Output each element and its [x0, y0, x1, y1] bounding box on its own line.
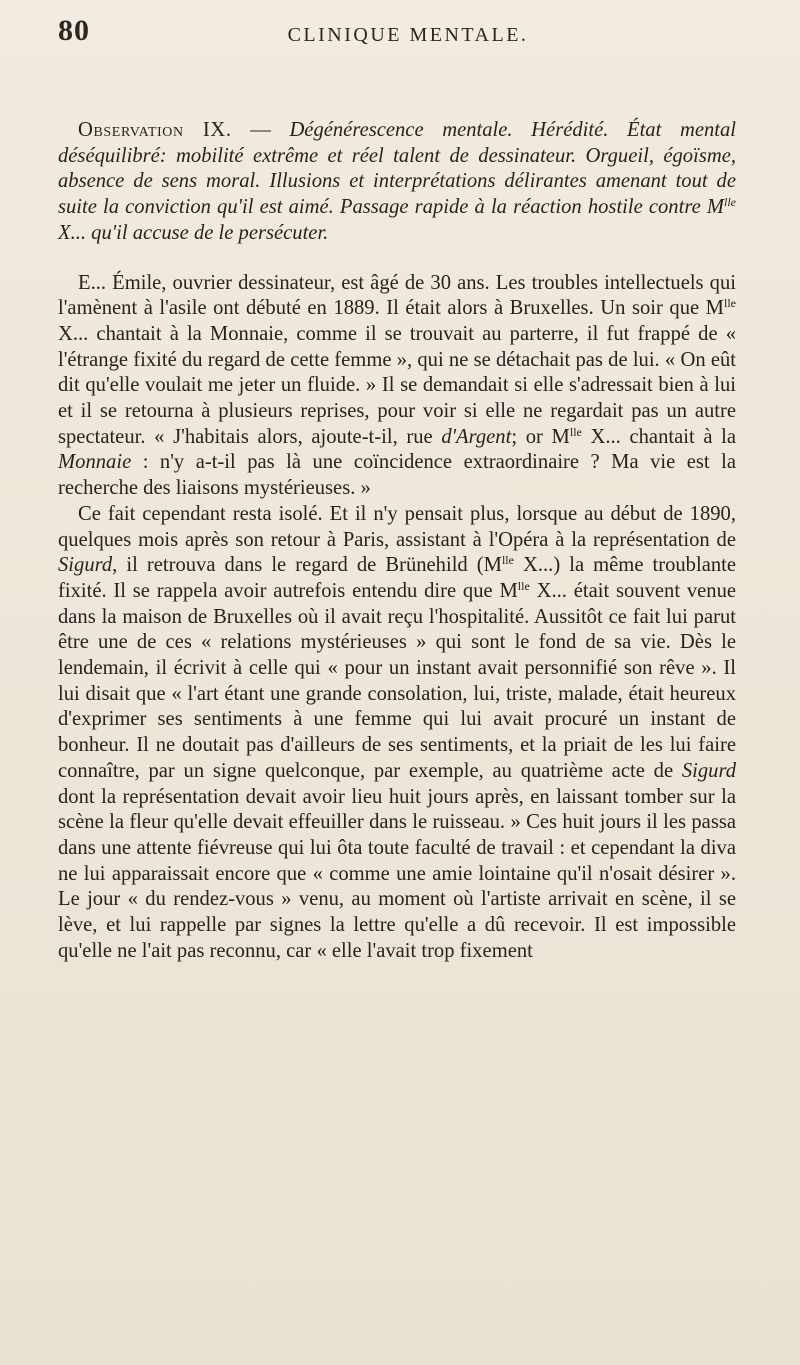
p1-text-4: X... chantait à la — [581, 425, 736, 448]
p2-text-2: , il retrouva dans le regard de Brünehild (M — [112, 554, 502, 577]
p2-italic-1: Sigurd — [58, 554, 113, 577]
p1-text-1: E... Émile, ouvrier dessinateur, est âgé de 30 ans. Les troubles intellectuels qui l'amènent à l'asile ont débuté en 1889. Il était alors à Bruxelles. Un soir que M — [58, 271, 736, 320]
p2-sup-1: lle — [501, 553, 514, 568]
page-header — [58, 14, 738, 54]
p1-text-3: ; or M — [511, 425, 570, 448]
p1-text-2: X... chantait à la Monnaie, comme il se trouvait au parterre, il fut frappé de « l'étrange fixité du regard de cette femme », qui ne se détachait pas de lui. « On eût dit qu'elle voulait me jeter un fluide. » Il se demandait si elle s'adressait bien à lui et il se retourna à plusieurs reprises, pour voir si elle ne regardait pas un autre spectateur. « J'habitais alors, ajoute-t-il, rue — [58, 322, 736, 448]
p1-sup-2: lle — [569, 424, 582, 439]
p2-sup-2: lle — [517, 578, 530, 593]
p1-text-5: : n'y a-t-il pas là une coïncidence extraordinaire ? Ma vie est la recherche des liaisons mystérieuses. » — [58, 451, 736, 500]
observation-title-text: Dégénérescence mentale. Hérédité. État mental déséquilibré: mobilité extrême et réel talent de dessinateur. Orgueil, égoïsme, absence de sens moral. Illusions et interprétations délirantes amenant tout de suite la conviction qu'il est aimé. Passage rapide à la réaction hostile contre M — [58, 119, 737, 219]
observation-dash: — — [231, 119, 290, 141]
page-number: 80 — [58, 14, 90, 47]
running-head: CLINIQUE MENTALE. — [287, 24, 529, 46]
observation-heading — [58, 118, 736, 247]
observation-title-sup: lle — [724, 195, 736, 210]
p1-italic-2: Monnaie — [58, 451, 132, 474]
p2-text-4: X... était souvent venue dans la maison de Bruxelles où il avait reçu l'hospitalité. Aussitôt ce fait lui parut être une de ces « relations mystérieuses » qui sont le fond de sa vie. Dès le lendemain, il écrivit à celle qui « pour un instant avait personnifié son rêve ». Il lui disait que « l'art étant une grande consolation, lui, triste, malade, était heureux d'exprimer ses sentiments à une femme qui lui avait procuré un instant de bonheur. Il ne doutait pas d'ailleurs de ses sentiments, et la priait de les lui faire connaître, par un signe quelconque, par exemple, au quatrième acte de — [58, 579, 737, 782]
paragraph-1 — [58, 271, 736, 502]
paragraph-2 — [58, 502, 736, 965]
p2-text-3: X...) la même troublante fixité. Il se rappela avoir autrefois entendu dire que M — [58, 554, 736, 602]
p1-sup-1: lle — [724, 296, 736, 311]
p1-italic-1: d'Argent — [441, 425, 512, 448]
observation-title-end: X... qu'il accuse de le persécuter. — [58, 221, 329, 244]
observation-label: Observation IX. — [78, 119, 232, 141]
p2-italic-2: Sigurd — [681, 759, 736, 782]
page-body — [58, 118, 736, 965]
p2-text-5: dont la représentation devait avoir lieu huit jours après, en laissant tomber sur la scène la fleur qu'elle devait effeuiller dans le ruisseau. » Ces huit jours il les passa dans une attente fiévreuse qui lui ôta toute faculté de travail : et cependant la diva ne lui apparaissait encore que « comme une amie lointaine qu'il n'osait désirer ». Le jour « du rendez-vous » venu, au moment où l'artiste arrivait en scène, il se lève, et lui rappelle par signes la lettre qu'elle a dû recevoir. Il est impossible qu'elle ne l'ait pas reconnu, car « elle l'avait trop fixement — [58, 785, 736, 962]
p2-text-1: Ce fait cependant resta isolé. Et il n'y pensait plus, lorsque au début de 1890, quelques mois après son retour à Paris, assistant à l'Opéra à la représentation de — [58, 502, 736, 551]
